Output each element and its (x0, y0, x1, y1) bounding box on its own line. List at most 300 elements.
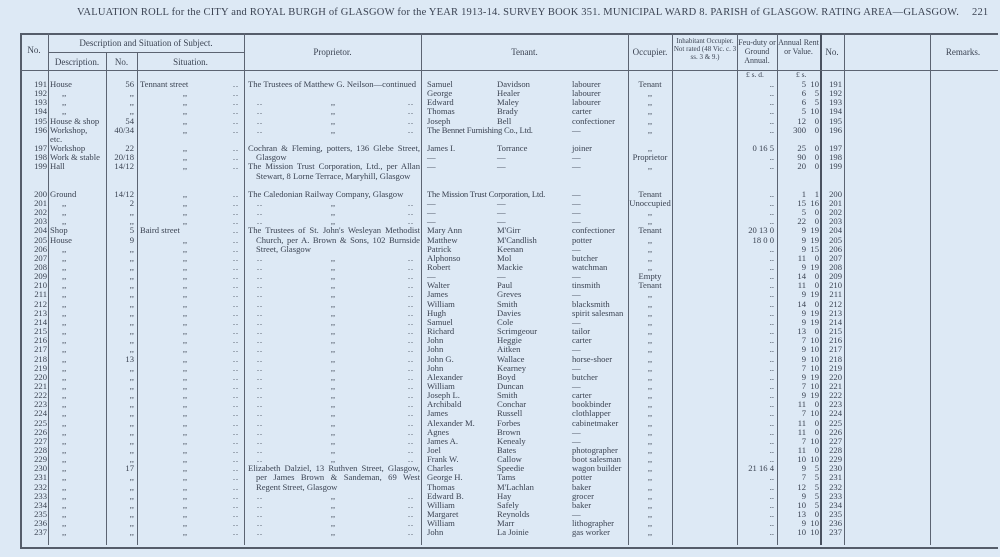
tenant-occupation: — (572, 152, 581, 163)
leader-dots: .. (233, 446, 239, 455)
feu-duty: .. (769, 399, 774, 410)
tenant-first-name: James A. (427, 435, 459, 446)
leader-dots: .. (408, 500, 414, 510)
occupier: ,, (647, 527, 653, 538)
situation: ,, (182, 362, 188, 373)
situation: ,, (182, 371, 188, 382)
tenant-first-name: Mary Ann (427, 225, 463, 236)
leader-dots: .. (257, 299, 263, 309)
proprietor: ,, (330, 454, 336, 465)
tenant-occupation: — (572, 271, 581, 282)
tenant-first-name: Alexander M. (427, 417, 475, 428)
row-number: 209 (34, 271, 47, 282)
feu-duty: .. (769, 335, 774, 346)
tenant-occupation: photographer (572, 445, 618, 455)
description: House (50, 234, 72, 245)
leader-dots: .. (233, 125, 239, 135)
leader-dots: .. (408, 272, 414, 282)
tenant-surname: Torrance (497, 143, 528, 154)
proprietor: ,, (330, 280, 336, 291)
feu-duty: .. (769, 481, 774, 492)
row-number-right: 235 (829, 509, 842, 520)
house-number: ,, (129, 216, 134, 227)
row-number-right: 227 (829, 435, 842, 446)
row-number: 198 (34, 152, 47, 163)
leader-dots: .. (408, 510, 414, 520)
tenant-surname: Davies (497, 307, 521, 318)
annual-rent-pounds: 11 (797, 280, 806, 291)
tenant-first-name: James I. (427, 143, 456, 154)
leader-dots: .. (233, 189, 239, 199)
situation: ,, (182, 518, 188, 529)
annual-rent-shillings: 19 (810, 316, 819, 327)
tenant-first-name: John G. (427, 353, 454, 364)
situation: ,, (182, 481, 188, 492)
annual-rent-shillings: 0 (814, 161, 819, 172)
tenant-name: The Bennet Furnishing Co., Ltd. (427, 124, 533, 135)
leader-dots: .. (257, 391, 263, 401)
row-number: 217 (34, 344, 47, 355)
header-occupier: Occupier. (632, 47, 668, 57)
row-number-right: 191 (829, 79, 842, 89)
row-number: 231 (34, 472, 47, 483)
situation: ,, (182, 417, 188, 428)
leader-dots: .. (408, 116, 414, 126)
leader-dots: .. (408, 491, 414, 501)
annual-rent-pounds: 9 (801, 371, 806, 382)
annual-rent-pounds: 10 (797, 454, 806, 465)
tenant-first-name: Edward B. (427, 490, 464, 501)
table-row (0, 528, 1000, 537)
row-number: 215 (34, 326, 47, 337)
situation: ,, (182, 307, 188, 318)
header-situation: Situation. (173, 57, 208, 67)
tenant-first-name: Thomas (427, 481, 455, 492)
row-number-right: 216 (829, 335, 842, 346)
house-number: ,, (129, 271, 134, 282)
annual-rent-pounds: 14 (797, 298, 806, 309)
occupier: ,, (647, 380, 653, 391)
situation: ,, (182, 463, 188, 474)
tenant-first-name: John (427, 344, 444, 355)
description: Workshop (50, 143, 86, 154)
tenant-surname: Mol (497, 252, 512, 263)
tenant-occupation: horse-shoer (572, 353, 613, 364)
header-feu-duty: Feu-duty or Ground Annual. (738, 38, 776, 65)
annual-rent-shillings: 0 (814, 252, 819, 263)
row-number: 200 (34, 188, 47, 199)
row-number: 237 (34, 527, 47, 538)
row-number: 191 (34, 79, 47, 89)
annual-rent-pounds: 5 (801, 207, 806, 218)
situation: ,, (182, 353, 188, 364)
annual-rent-pounds: 10 (797, 527, 806, 538)
tenant-surname: M'Lachlan (497, 481, 534, 492)
occupier: ,, (647, 390, 653, 401)
situation: ,, (182, 115, 188, 126)
header-tenant: Tenant. (511, 47, 538, 57)
leader-dots: .. (408, 372, 414, 382)
tenant-surname: Keenan (497, 243, 524, 254)
leader-dots: .. (233, 482, 239, 492)
leader-dots: .. (257, 381, 263, 391)
tenant-surname: M'Candlish (497, 234, 537, 245)
leader-dots: .. (233, 217, 239, 227)
tenant-first-name: John (427, 527, 444, 538)
header-remarks-no: No. (825, 47, 839, 57)
annual-rent-shillings: 0 (814, 271, 819, 282)
annual-rent-pounds: 7 (801, 472, 806, 483)
leader-dots: .. (257, 281, 263, 291)
description: ,, (62, 316, 67, 327)
tenant-surname: La Joinie (497, 527, 529, 538)
tenant-occupation: — (572, 197, 581, 208)
annual-rent-shillings: 10 (810, 344, 819, 355)
leader-dots: .. (408, 308, 414, 318)
house-number: ,, (129, 298, 134, 309)
page-number: 221 (972, 7, 989, 18)
leader-dots: .. (408, 253, 414, 263)
feu-duty: .. (769, 344, 774, 355)
house-number: ,, (129, 371, 134, 382)
annual-rent-pounds: 9 (801, 390, 806, 401)
feu-duty: .. (769, 408, 774, 419)
house-number: ,, (129, 408, 134, 419)
situation: ,, (182, 316, 188, 327)
leader-dots: .. (233, 144, 239, 154)
roll-title: VALUATION ROLL for the CITY and ROYAL BURGH of GLASGOW for the YEAR 1913-14. SURVEY BOOK 351. MUNICIPAL WARD 8. PARISH of GLASGOW. RATING AREA—GLASGOW. (77, 7, 960, 18)
annual-rent-shillings: 19 (810, 225, 819, 236)
row-number-right: 218 (829, 353, 842, 364)
row-number-right: 232 (829, 481, 842, 492)
annual-rent-shillings: 5 (814, 97, 819, 108)
proprietor: ,, (330, 289, 336, 300)
feu-duty: 18 0 0 (752, 234, 774, 245)
situation: ,, (182, 97, 188, 108)
tenant-surname: — (497, 207, 506, 218)
tenant-surname: Safely (497, 499, 519, 510)
row-number: 219 (34, 362, 47, 373)
leader-dots: .. (233, 162, 239, 172)
leader-dots: .. (257, 107, 263, 117)
annual-rent-pounds: 9 (801, 234, 806, 245)
tenant-first-name: — (427, 216, 436, 227)
leader-dots: .. (233, 253, 239, 263)
tenant-occupation: confectioner (572, 225, 615, 236)
proprietor: The Trustees of Matthew G. Neilson—continued (248, 79, 417, 89)
annual-rent-pounds: 7 (801, 408, 806, 419)
tenant-first-name: Alphonso (427, 252, 461, 263)
row-number-right: 201 (829, 197, 842, 208)
house-number: ,, (129, 435, 134, 446)
row-number: 205 (34, 234, 47, 245)
header-description: Description. (54, 57, 100, 67)
occupier: ,, (647, 143, 653, 154)
leader-dots: .. (257, 253, 263, 263)
annual-rent-shillings: 5 (814, 88, 819, 99)
row-number: 225 (34, 417, 47, 428)
tenant-first-name: — (427, 207, 436, 218)
proprietor: ,, (330, 252, 336, 263)
feu-duty: .. (769, 188, 774, 199)
house-number: 56 (125, 79, 134, 89)
description: ,, (62, 335, 67, 346)
occupier: ,, (647, 518, 653, 529)
house-number: 14/12 (114, 188, 134, 199)
row-number-right: 203 (829, 216, 842, 227)
situation: ,, (182, 454, 188, 465)
row-number: 213 (34, 307, 47, 318)
tenant-surname: Marr (497, 518, 515, 529)
annual-rent-shillings: 10 (810, 353, 819, 364)
proprietor: ,, (330, 390, 336, 401)
description: ,, (62, 106, 67, 117)
leader-dots: .. (408, 528, 414, 538)
annual-rent-pounds: 7 (801, 380, 806, 391)
tenant-first-name: James (427, 408, 449, 419)
tenant-occupation: baker (572, 499, 592, 510)
tenant-surname: Tams (497, 472, 516, 483)
tenant-occupation: labourer (572, 79, 601, 89)
tenant-first-name: — (427, 271, 436, 282)
annual-rent-pounds: 20 (797, 161, 806, 172)
house-number: ,, (129, 527, 134, 538)
annual-rent-shillings: 16 (810, 197, 819, 208)
feu-duty: .. (769, 371, 774, 382)
description: ,, (62, 88, 67, 99)
annual-rent-shillings: 19 (810, 234, 819, 245)
feu-duty: .. (769, 289, 774, 300)
tenant-occupation: — (572, 509, 581, 520)
annual-rent-pounds: 9 (801, 518, 806, 529)
leader-dots: .. (233, 427, 239, 437)
occupier: ,, (647, 262, 653, 272)
tenant-occupation: gas worker (572, 527, 610, 538)
annual-rent-pounds: 11 (797, 399, 806, 410)
annual-rent-pounds: 7 (801, 362, 806, 373)
proprietor: ,, (330, 499, 336, 510)
proprietor: ,, (330, 380, 336, 391)
annual-rent-shillings: 10 (810, 79, 819, 89)
situation: ,, (182, 88, 188, 99)
description: ,, (62, 499, 67, 510)
tenant-surname: Bates (497, 445, 517, 455)
tenant-surname: Conchar (497, 399, 527, 410)
house-number: ,, (129, 390, 134, 401)
leader-dots: .. (257, 208, 263, 218)
house-number: ,, (129, 335, 134, 346)
annual-rent-shillings: 0 (814, 417, 819, 428)
occupier: Tenant (638, 79, 662, 89)
tenant-surname: Smith (497, 298, 518, 309)
house-number: ,, (129, 426, 134, 437)
house-number: ,, (129, 97, 134, 108)
row-number-right: 210 (829, 280, 842, 291)
proprietor: ,, (330, 271, 336, 282)
tenant-surname: Boyd (497, 371, 516, 382)
tenant-surname: — (497, 271, 506, 282)
feu-duty: .. (769, 280, 774, 291)
tenant-occupation: potter (572, 472, 593, 483)
leader-dots: .. (408, 400, 414, 410)
description: ,, (62, 527, 67, 538)
tenant-surname: Russell (497, 408, 523, 419)
occupier: ,, (647, 408, 653, 419)
leader-dots: .. (233, 299, 239, 309)
occupier: ,, (647, 371, 653, 382)
tenant-first-name: Samuel (427, 79, 453, 89)
occupier: ,, (647, 463, 653, 474)
row-number: 216 (34, 335, 47, 346)
annual-rent-pounds: 9 (801, 243, 806, 254)
feu-duty: .. (769, 298, 774, 309)
leader-dots: .. (257, 272, 263, 282)
description: ,, (62, 262, 67, 272)
description: ,, (62, 326, 67, 337)
leader-dots: .. (408, 409, 414, 419)
leader-dots: .. (233, 80, 239, 89)
proprietor: ,, (330, 106, 336, 117)
description: ,, (62, 454, 67, 465)
house-number: 22 (125, 143, 134, 154)
house-number: 14/12 (114, 161, 134, 172)
occupier: ,, (647, 216, 653, 227)
proprietor: ,, (330, 115, 336, 126)
tenant-first-name: Patrick (427, 243, 452, 254)
leader-dots: .. (233, 235, 239, 245)
row-number: 228 (34, 445, 47, 455)
tenant-first-name: Robert (427, 262, 451, 272)
leader-dots: .. (257, 510, 263, 520)
row-number-right: 212 (829, 298, 842, 309)
row-number-right: 211 (829, 289, 842, 300)
row-number: 208 (34, 262, 47, 272)
feu-duty: .. (769, 207, 774, 218)
tenant-occupation: — (572, 207, 581, 218)
annual-rent-pounds: 15 (797, 197, 806, 208)
row-number: 233 (34, 490, 47, 501)
description: ,, (62, 97, 67, 108)
annual-rent-shillings: 0 (814, 207, 819, 218)
house-number: 2 (129, 197, 134, 208)
description: ,, (62, 353, 67, 364)
occupier: ,, (647, 435, 653, 446)
description: ,, (62, 417, 67, 428)
annual-rent-shillings: 0 (814, 509, 819, 520)
annual-rent-shillings: 0 (814, 326, 819, 337)
leader-dots: .. (233, 436, 239, 446)
row-number: 211 (34, 289, 47, 300)
leader-dots: .. (408, 327, 414, 337)
leader-dots: .. (408, 317, 414, 327)
table-row (0, 124, 1000, 144)
situation: ,, (182, 262, 188, 272)
leader-dots: .. (233, 418, 239, 428)
row-number-right: 229 (829, 454, 842, 465)
situation: ,, (182, 280, 188, 291)
tenant-first-name: Archibald (427, 399, 462, 410)
description: ,, (62, 481, 67, 492)
occupier: ,, (647, 499, 653, 510)
tenant-surname: — (497, 152, 506, 163)
tenant-surname: Scrimgeour (497, 326, 538, 337)
tenant-surname: Cole (497, 316, 514, 327)
annual-rent-pounds: 7 (801, 435, 806, 446)
row-number-right: 205 (829, 234, 842, 245)
row-number-right: 221 (829, 380, 842, 391)
proprietor: ,, (330, 426, 336, 437)
row-number-right: 206 (829, 243, 842, 254)
leader-dots: .. (233, 528, 239, 538)
tenant-first-name: — (427, 161, 436, 172)
leader-dots: .. (257, 290, 263, 300)
row-number: 192 (34, 88, 47, 99)
row-number: 218 (34, 353, 47, 364)
tenant-surname: Davidson (497, 79, 530, 89)
feu-duty: .. (769, 106, 774, 117)
situation: ,, (182, 106, 188, 117)
annual-rent-shillings: 0 (814, 152, 819, 163)
annual-rent-shillings: 10 (810, 335, 819, 346)
tenant-occupation: — (572, 435, 581, 446)
leader-dots: .. (233, 336, 239, 346)
annual-rent-shillings: 0 (814, 298, 819, 309)
feu-duty: .. (769, 252, 774, 263)
situation: ,, (182, 490, 188, 501)
tenant-occupation: joiner (572, 143, 593, 154)
leader-dots: .. (257, 455, 263, 465)
proprietor: ,, (330, 216, 336, 227)
house-number: ,, (129, 454, 134, 465)
row-number-right: 226 (829, 426, 842, 437)
annual-rent-pounds: 5 (801, 106, 806, 117)
tenant-first-name: Agnes (427, 426, 449, 437)
leader-dots: .. (233, 281, 239, 291)
annual-rent-pounds: 9 (801, 316, 806, 327)
row-number-right: 223 (829, 399, 842, 410)
occupier: Unoccupied (629, 197, 671, 208)
row-number-right: 202 (829, 207, 842, 218)
feu-duty: .. (769, 316, 774, 327)
tenant-surname: Duncan (497, 380, 524, 391)
annual-rent-pounds: 10 (797, 499, 806, 510)
annual-rent-pounds: 14 (797, 271, 806, 282)
occupier: ,, (647, 115, 653, 126)
feu-duty: .. (769, 243, 774, 254)
description: ,, (62, 435, 67, 446)
tenant-occupation: wagon builder (572, 463, 622, 474)
annual-rent-pounds: 13 (797, 509, 806, 520)
description: ,, (62, 463, 67, 474)
tenant-occupation: carter (572, 390, 592, 401)
feu-duty: .. (769, 124, 774, 135)
proprietor: Cochran & Fleming, potters, 136 Glebe Street, Glasgow (248, 143, 420, 163)
annual-rent-pounds: 5 (801, 79, 806, 89)
occupier: ,, (647, 481, 653, 492)
leader-dots: .. (233, 473, 239, 483)
feu-duty: .. (769, 353, 774, 364)
house-number: ,, (129, 472, 134, 483)
situation: ,, (182, 161, 188, 172)
feu-duty: .. (769, 472, 774, 483)
occupier: Proprietor (632, 152, 668, 163)
occupier: ,, (647, 298, 653, 309)
feu-duty: .. (769, 390, 774, 401)
house-number: ,, (129, 509, 134, 520)
tenant-occupation: cabinetmaker (572, 417, 619, 428)
feu-duty: 0 16 5 (752, 143, 774, 154)
occupier: ,, (647, 426, 653, 437)
